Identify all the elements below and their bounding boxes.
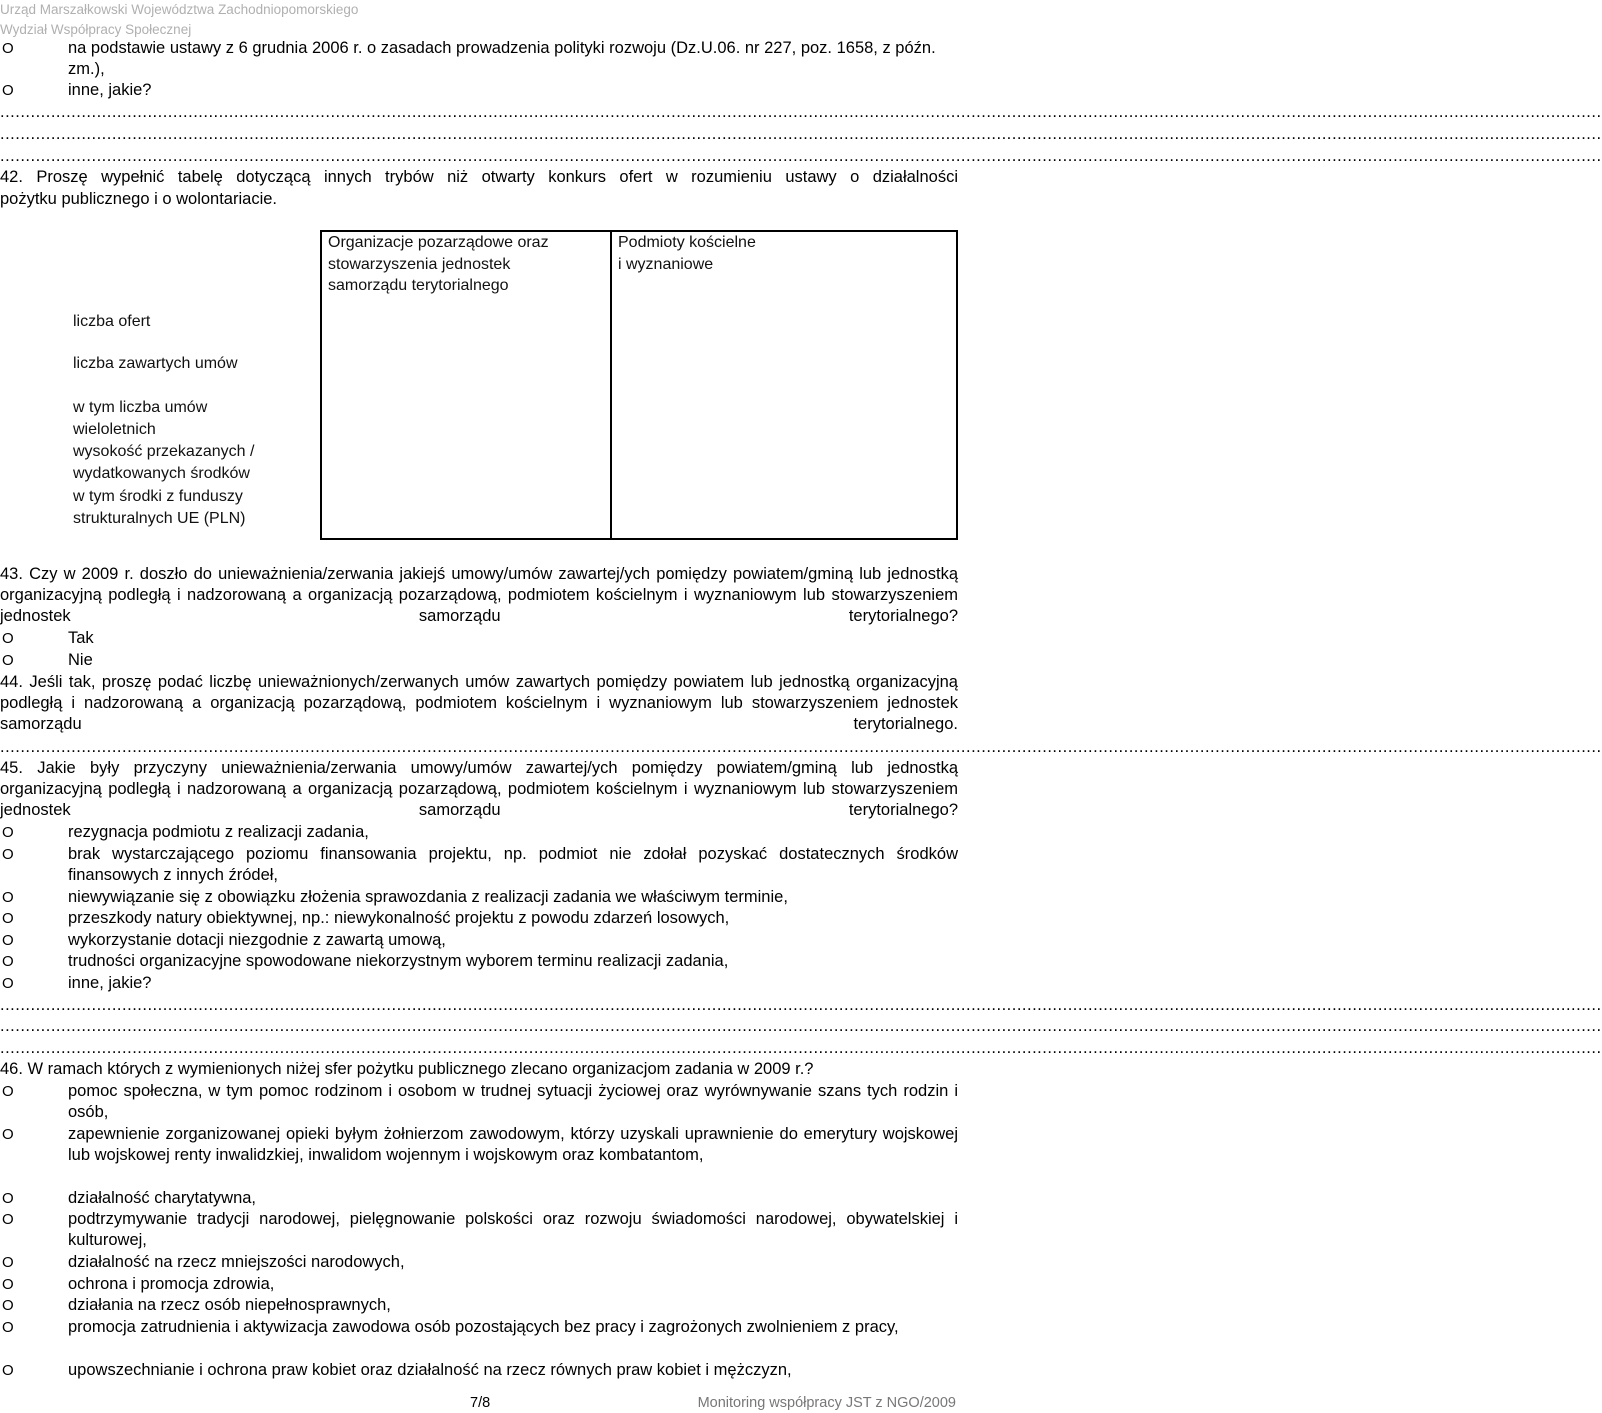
option-label: Nie	[68, 651, 93, 669]
table-header-ngo: Organizacje pozarządowe oraz stowarzyszenia jednostek samorządu terytorialnego	[328, 234, 549, 294]
option-label: działania na rzecz osób niepełnosprawnych,	[68, 1296, 391, 1314]
option-label: pomoc społeczna, w tym pomoc rodzinom i osobom w trudnej sytuacji życiowej oraz wyrównywanie szans tych rodzin i osób,	[68, 1082, 958, 1121]
option-label: rezygnacja podmiotu z realizacji zadania,	[68, 823, 369, 841]
option-label: brak wystarczającego poziomu finansowania projektu, np. podmiot nie zdołał pozyskać dostatecznych środków finansowych z innych źródeł,	[68, 845, 958, 884]
radio-circle-icon: O	[2, 953, 14, 970]
radio-circle-icon: O	[2, 1297, 14, 1314]
option-item[interactable]	[0, 1317, 958, 1338]
table-row-label: liczba zawartych umów	[73, 355, 238, 372]
option-label: trudności organizacyjne spowodowane niekorzystnym wyborem terminu realizacji zadania,	[68, 952, 729, 970]
table-row-label: w tym liczba umów wieloletnich	[73, 399, 208, 438]
question-42-text: 42. Proszę wypełnić tabelę dotyczącą innych trybów niż otwarty konkurs ofert w rozumieniu ustawy o działalności	[0, 168, 958, 186]
answer-line[interactable]: ...........................................................................................................................................................................................................................................................................................................................	[0, 1017, 1602, 1035]
option-item[interactable]	[0, 1209, 958, 1251]
option-label: upowszechnianie i ochrona praw kobiet oraz działalność na rzecz równych praw kobiet i mężczyzn,	[68, 1361, 792, 1379]
radio-circle-icon: O	[2, 932, 14, 949]
option-item[interactable]	[0, 951, 958, 972]
option-item[interactable]	[0, 908, 958, 929]
radio-circle-icon: O	[2, 1126, 14, 1143]
answer-line[interactable]: ...........................................................................................................................................................................................................................................................................................................................	[0, 125, 1602, 143]
radio-circle-icon: O	[2, 846, 14, 863]
option-item[interactable]	[0, 1295, 958, 1316]
radio-circle-icon: O	[2, 910, 14, 927]
table-column-church[interactable]	[610, 230, 958, 540]
answer-line[interactable]: ...........................................................................................................................................................................................................................................................................................................................	[0, 1039, 1602, 1057]
radio-circle-icon: O	[2, 40, 14, 57]
option-label: Tak	[68, 629, 94, 647]
option-item[interactable]	[0, 930, 958, 951]
footer-title: Monitoring współpracy JST z NGO/2009	[697, 1395, 956, 1411]
option-yes[interactable]	[0, 628, 958, 649]
option-label: działalność charytatywna,	[68, 1189, 257, 1207]
option-item[interactable]	[0, 1124, 958, 1166]
option-label: działalność na rzecz mniejszości narodowych,	[68, 1253, 405, 1271]
radio-circle-icon: O	[2, 630, 14, 647]
radio-circle-icon: O	[2, 1211, 14, 1228]
option-label: niewywiązanie się z obowiązku złożenia sprawozdania z realizacji zadania we właściwym terminie,	[68, 888, 788, 906]
radio-circle-icon: O	[2, 652, 14, 669]
option-no[interactable]	[0, 650, 958, 671]
question-43-text: 43. Czy w 2009 r. doszło do unieważnienia/zerwania jakiejś umowy/umów zawartej/ych pomiędzy powiatem/gminą lub jednostką organizacyjną podległą i nadzorowaną a organizacją pozarządową, podmiotem kościelnym i wyznaniowym lub stowarzyszeniem jednostek samorządu terytorialnego?	[0, 565, 958, 625]
question-44-text: 44. Jeśli tak, proszę podać liczbę unieważnionych/zerwanych umów zawartych pomiędzy powiatem lub jednostką organizacyjną podległą i nadzorowaną a organizacją pozarządową, podmiotem kościelnym i wyznaniowym lub stowarzyszeniem jednostek samorządu terytorialnego.	[0, 673, 958, 733]
radio-circle-icon: O	[2, 1254, 14, 1271]
page-header	[0, 0, 358, 40]
answer-line[interactable]: ...........................................................................................................................................................................................................................................................................................................................	[0, 738, 1602, 756]
option-item[interactable]	[0, 844, 958, 886]
answer-line[interactable]: ...........................................................................................................................................................................................................................................................................................................................	[0, 996, 1602, 1014]
radio-circle-icon: O	[2, 824, 14, 841]
radio-circle-icon: O	[2, 889, 14, 906]
option-item[interactable]	[0, 38, 958, 80]
radio-circle-icon: O	[2, 1362, 14, 1379]
option-item[interactable]	[0, 887, 958, 908]
table-row-label: wysokość przekazanych / wydatkowanych środków	[73, 443, 255, 482]
radio-circle-icon: O	[2, 1319, 14, 1336]
table-row-label: liczba ofert	[73, 313, 151, 330]
header-office: Urząd Marszałkowski Województwa Zachodniopomorskiego	[0, 2, 359, 17]
offers-table	[66, 230, 958, 540]
radio-circle-icon: O	[2, 1276, 14, 1293]
option-item[interactable]	[0, 1274, 958, 1295]
question-45-text: 45. Jakie były przyczyny unieważnienia/zerwania umowy/umów zawartej/ych pomiędzy powiatem/gminą lub jednostką organizacyjną podległą i nadzorowaną a organizacją pozarządową, podmiotem kościelnym i wyznaniowym lub stowarzyszeniem jednostek samorządu terytorialnego?	[0, 759, 958, 819]
option-label: na podstawie ustawy z 6 grudnia 2006 r. o zasadach prowadzenia polityki rozwoju (Dz.U.06. nr 227, poz. 1658, z późn. zm.),	[68, 39, 936, 78]
option-label: inne, jakie?	[68, 81, 152, 99]
answer-line[interactable]: ...........................................................................................................................................................................................................................................................................................................................	[0, 147, 1602, 165]
radio-circle-icon: O	[2, 1190, 14, 1207]
question-42-text-cont: pożytku publicznego i o wolontariacie.	[0, 190, 277, 208]
option-item[interactable]	[0, 973, 958, 994]
option-label: podtrzymywanie tradycji narodowej, pielęgnowanie polskości oraz rozwoju świadomości narodowej, obywatelskiej i kulturowej,	[68, 1210, 958, 1249]
option-label: ochrona i promocja zdrowia,	[68, 1275, 275, 1293]
option-item[interactable]	[0, 1360, 958, 1381]
table-header-church: Podmioty kościelne i wyznaniowe	[618, 234, 756, 273]
option-item[interactable]	[0, 80, 958, 101]
radio-circle-icon: O	[2, 82, 14, 99]
page-number: 7/8	[470, 1395, 491, 1411]
option-item[interactable]	[0, 822, 958, 843]
option-item[interactable]	[0, 1252, 958, 1273]
option-item[interactable]	[0, 1188, 958, 1209]
table-row-label: w tym środki z funduszy strukturalnych UE (PLN)	[73, 488, 246, 527]
option-label: wykorzystanie dotacji niezgodnie z zawartą umową,	[68, 931, 446, 949]
option-label: inne, jakie?	[68, 974, 152, 992]
radio-circle-icon: O	[2, 1083, 14, 1100]
question-46-text: 46. W ramach których z wymienionych niżej sfer pożytku publicznego zlecano organizacjom zadania w 2009 r.?	[0, 1060, 814, 1078]
answer-line[interactable]: ...........................................................................................................................................................................................................................................................................................................................	[0, 103, 1602, 121]
option-label: przeszkody natury obiektywnej, np.: niewykonalność projektu z powodu zdarzeń losowych,	[68, 909, 730, 927]
option-label: zapewnienie zorganizowanej opieki byłym żołnierzom zawodowym, którzy uzyskali uprawnienie do emerytury wojskowej lub wojskowej renty inwalidzkiej, inwalidom wojennym i wojskowym oraz kombatantom,	[68, 1125, 958, 1164]
header-department: Wydział Współpracy Społecznej	[0, 22, 192, 37]
radio-circle-icon: O	[2, 975, 14, 992]
option-item[interactable]	[0, 1081, 958, 1123]
option-label: promocja zatrudnienia i aktywizacja zawodowa osób pozostających bez pracy i zagrożonych zwolnieniem z pracy,	[68, 1318, 899, 1336]
